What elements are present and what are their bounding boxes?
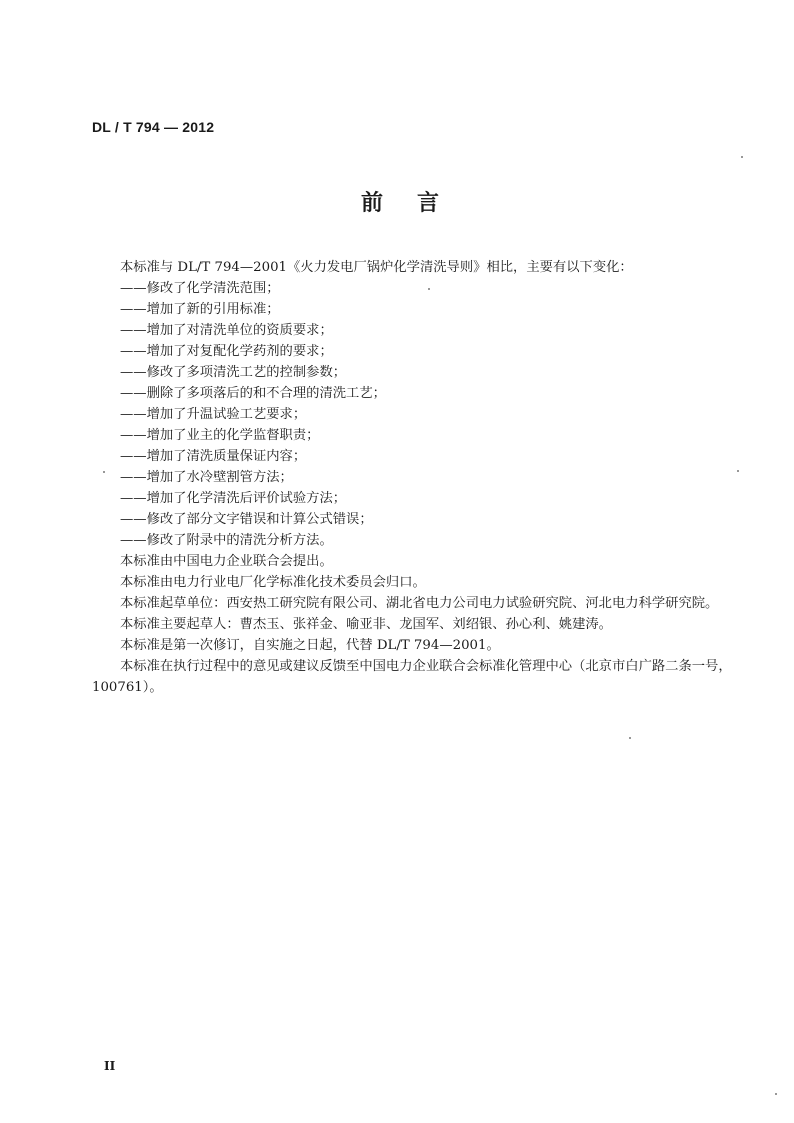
scan-speck bbox=[103, 471, 105, 473]
change-item: ——增加了新的引用标准； bbox=[120, 302, 280, 317]
change-item: ——修改了附录中的清洗分析方法。 bbox=[120, 533, 333, 548]
scan-speck bbox=[428, 288, 430, 290]
change-item: ——增加了升温试验工艺要求； bbox=[120, 407, 307, 422]
scan-speck bbox=[775, 1093, 777, 1095]
change-item: ——增加了水冷壁割管方法； bbox=[120, 470, 293, 485]
change-item: ——增加了化学清洗后评价试验方法； bbox=[120, 491, 347, 506]
intro-paragraph: 本标准与 DL/T 794—2001《火力发电厂锅炉化学清洗导则》相比，主要有以下变化： bbox=[120, 260, 633, 275]
foreword-body bbox=[92, 257, 742, 698]
scan-speck bbox=[741, 156, 743, 158]
standard-code: DL / T 794 — 2012 bbox=[92, 119, 215, 135]
administrator-paragraph: 本标准由电力行业电厂化学标准化技术委员会归口。 bbox=[120, 575, 426, 590]
proposer-paragraph: 本标准由中国电力企业联合会提出。 bbox=[120, 554, 333, 569]
scan-speck bbox=[629, 737, 631, 739]
drafters-paragraph: 本标准主要起草人：曹杰玉、张祥金、喻亚非、龙国军、刘绍银、孙心利、姚建涛。 bbox=[120, 617, 612, 632]
change-item: ——修改了多项清洗工艺的控制参数； bbox=[120, 365, 347, 380]
change-item: ——增加了对清洗单位的资质要求； bbox=[120, 323, 333, 338]
change-item: ——增加了清洗质量保证内容； bbox=[120, 449, 307, 464]
change-item: ——增加了业主的化学监督职责； bbox=[120, 428, 320, 443]
drafting-units-paragraph: 本标准起草单位：西安热工研究院有限公司、湖北省电力公司电力试验研究院、河北电力科学研究院。 bbox=[120, 596, 719, 611]
page-number: II bbox=[104, 1059, 116, 1073]
feedback-paragraph: 本标准在执行过程中的意见或建议反馈至中国电力企业联合会标准化管理中心（北京市白广路二条一号，100761）。 bbox=[92, 659, 732, 695]
revision-paragraph: 本标准是第一次修订，自实施之日起，代替 DL/T 794—2001。 bbox=[120, 638, 500, 653]
change-item: ——删除了多项落后的和不合理的清洗工艺； bbox=[120, 386, 386, 401]
change-item: ——修改了化学清洗范围； bbox=[120, 281, 280, 296]
change-item: ——修改了部分文字错误和计算公式错误； bbox=[120, 512, 373, 527]
scan-speck bbox=[737, 470, 739, 472]
page-title: 前言 bbox=[360, 191, 473, 216]
change-item: ——增加了对复配化学药剂的要求； bbox=[120, 344, 333, 359]
